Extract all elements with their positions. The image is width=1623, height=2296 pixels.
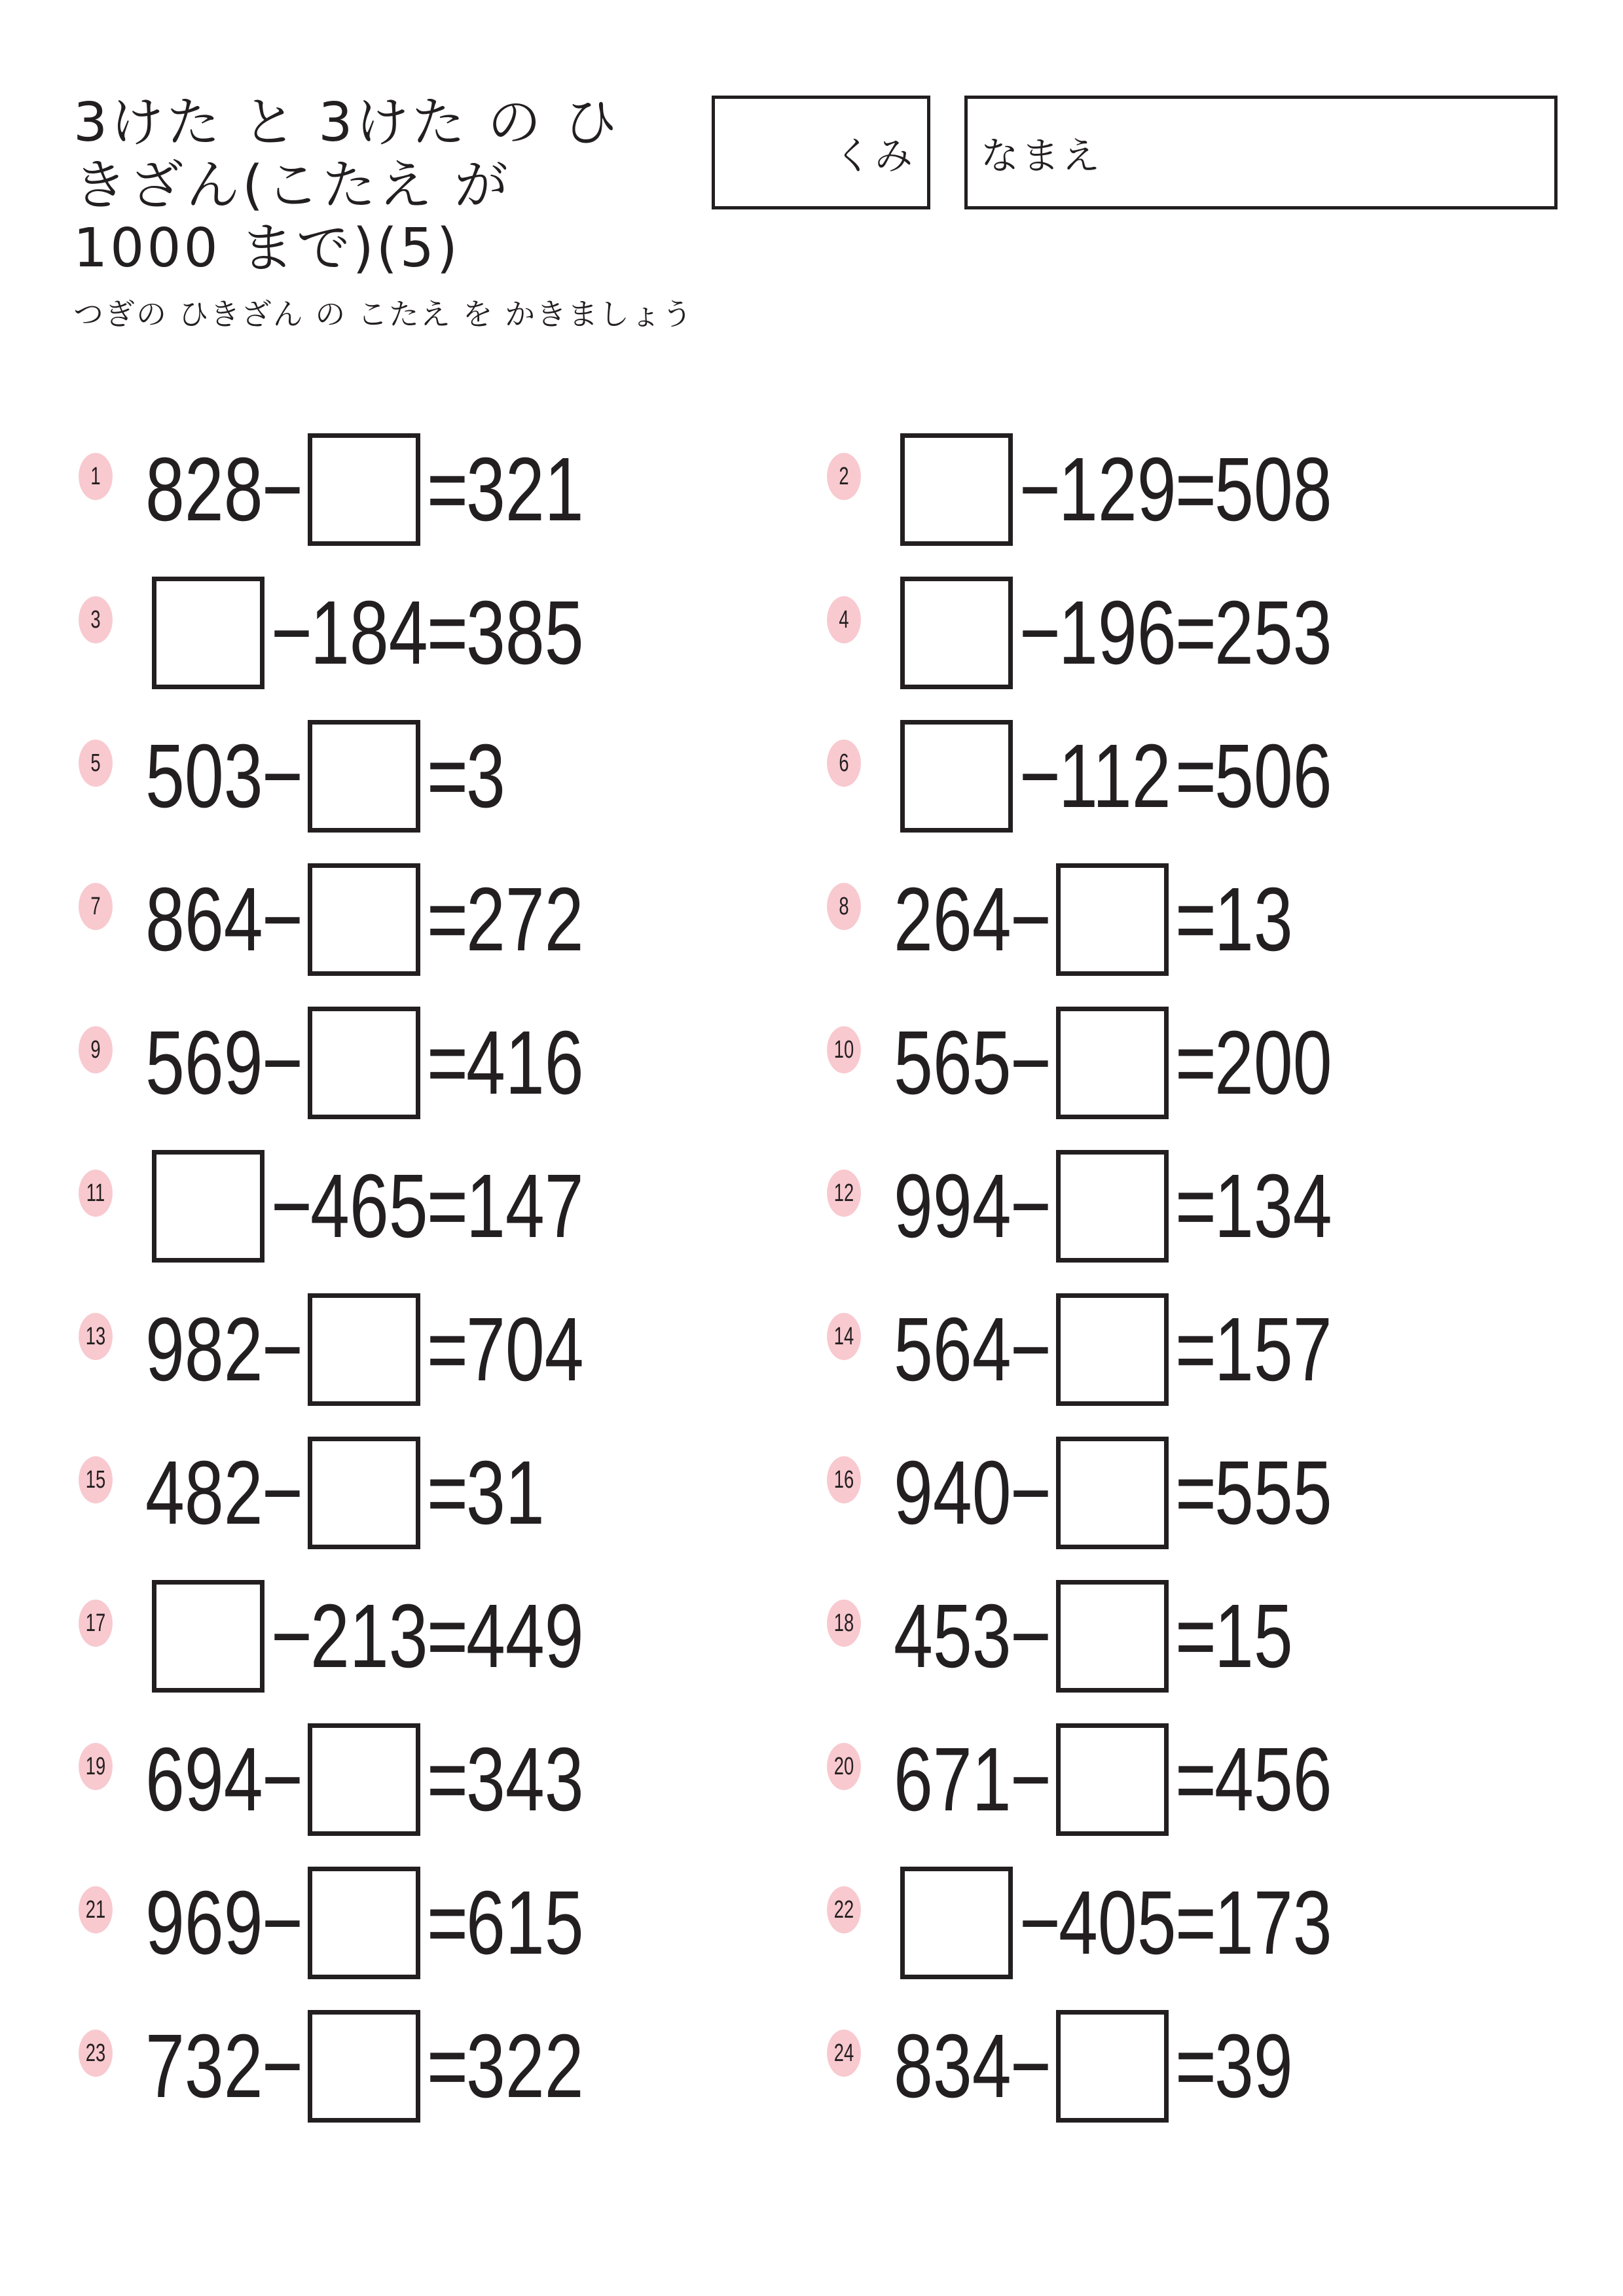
minus-sign: − xyxy=(1010,1729,1051,1830)
minus-sign: − xyxy=(262,2016,303,2117)
answer-box[interactable] xyxy=(308,1867,420,1979)
subtrahend: 129 xyxy=(1059,439,1176,540)
answer-box[interactable] xyxy=(900,1867,1013,1979)
difference: 39 xyxy=(1214,2016,1293,2117)
equals-sign: = xyxy=(427,583,468,683)
answer-box[interactable] xyxy=(900,720,1013,833)
problem-number-badge: 6 xyxy=(827,740,861,787)
difference: 134 xyxy=(1214,1156,1332,1257)
answer-box[interactable] xyxy=(308,1007,420,1119)
problem-number-badge: 19 xyxy=(79,1743,113,1790)
difference: 272 xyxy=(466,869,584,970)
minuend: 969 xyxy=(145,1873,263,1973)
difference: 321 xyxy=(466,439,584,540)
difference: 173 xyxy=(1214,1873,1332,1973)
equals-sign: = xyxy=(427,1013,468,1113)
problem-number-badge: 18 xyxy=(827,1600,861,1647)
instruction-text: つぎの ひきざん の こたえ を かきましょう xyxy=(73,296,694,332)
problem-row xyxy=(85,1719,584,1840)
subtrahend: 405 xyxy=(1059,1873,1176,1973)
minuend: 564 xyxy=(894,1299,1012,1400)
minus-sign: − xyxy=(271,1156,312,1257)
difference: 157 xyxy=(1214,1299,1332,1400)
worksheet-title: 3けた と 3けた の ひきざん(こたえ が 1000 まで)(5) xyxy=(73,92,620,279)
answer-box[interactable] xyxy=(1056,2010,1169,2123)
minus-sign: − xyxy=(262,1873,303,1973)
minus-sign: − xyxy=(262,1299,303,1400)
equals-sign: = xyxy=(427,1873,468,1973)
equals-sign: = xyxy=(1175,2016,1216,2117)
subtrahend: 112 xyxy=(1059,726,1171,827)
answer-box[interactable] xyxy=(900,433,1013,546)
equals-sign: = xyxy=(1175,1729,1216,1830)
problem-number-badge: 2 xyxy=(827,453,861,500)
name-field[interactable] xyxy=(964,96,1558,209)
problem-row xyxy=(839,573,1332,693)
subtrahend: 184 xyxy=(310,583,428,683)
answer-box[interactable] xyxy=(1056,1007,1169,1119)
equals-sign: = xyxy=(1175,726,1216,827)
difference: 31 xyxy=(466,1443,545,1543)
difference: 385 xyxy=(466,583,584,683)
difference: 322 xyxy=(466,2016,584,2117)
minuend: 482 xyxy=(145,1443,263,1543)
difference: 704 xyxy=(466,1299,584,1400)
minuend: 694 xyxy=(145,1729,263,1830)
problem-row xyxy=(90,1003,584,1123)
equals-sign: = xyxy=(1175,1156,1216,1257)
minus-sign: − xyxy=(262,869,303,970)
equals-sign: = xyxy=(427,1156,468,1257)
problem-row xyxy=(833,1146,1332,1266)
difference: 15 xyxy=(1214,1586,1293,1687)
equals-sign: = xyxy=(427,726,468,827)
problem-row xyxy=(839,859,1293,980)
difference: 555 xyxy=(1214,1443,1332,1543)
minus-sign: − xyxy=(1010,1586,1051,1687)
answer-box[interactable] xyxy=(1056,863,1169,976)
minus-sign: − xyxy=(1010,1299,1051,1400)
problem-row xyxy=(833,1003,1332,1123)
minuend: 940 xyxy=(894,1443,1012,1543)
problem-number-badge: 11 xyxy=(79,1170,113,1217)
class-label: くみ xyxy=(833,134,915,178)
answer-box[interactable] xyxy=(308,433,420,546)
equals-sign: = xyxy=(1175,439,1216,540)
problem-row xyxy=(85,1433,545,1553)
problem-number-badge: 17 xyxy=(79,1600,113,1647)
difference: 200 xyxy=(1214,1013,1332,1113)
subtrahend: 465 xyxy=(310,1156,428,1257)
minuend: 828 xyxy=(145,439,263,540)
minus-sign: − xyxy=(271,1586,312,1687)
problem-row xyxy=(833,1863,1332,1983)
problem-row xyxy=(90,859,584,980)
name-label: なまえ xyxy=(981,134,1103,178)
difference: 449 xyxy=(466,1586,584,1687)
answer-box[interactable] xyxy=(152,1580,264,1693)
equals-sign: = xyxy=(427,1443,468,1543)
problem-number-badge: 10 xyxy=(827,1026,861,1073)
problem-number-badge: 1 xyxy=(79,453,113,500)
equals-sign: = xyxy=(427,1586,468,1687)
difference: 615 xyxy=(466,1873,584,1973)
answer-box[interactable] xyxy=(308,1437,420,1549)
problem-row xyxy=(85,1289,584,1410)
problem-row xyxy=(839,716,1332,836)
problem-number-badge: 3 xyxy=(79,596,113,643)
problem-number-badge: 8 xyxy=(827,883,861,930)
equals-sign: = xyxy=(427,439,468,540)
problem-number-badge: 5 xyxy=(79,740,113,787)
minus-sign: − xyxy=(262,1729,303,1830)
equals-sign: = xyxy=(1175,869,1216,970)
difference: 416 xyxy=(466,1013,584,1113)
minus-sign: − xyxy=(271,583,312,683)
equals-sign: = xyxy=(427,1729,468,1830)
minus-sign: − xyxy=(262,726,303,827)
equals-sign: = xyxy=(1175,1013,1216,1113)
minuend: 503 xyxy=(145,726,263,827)
problem-number-badge: 12 xyxy=(827,1170,861,1217)
problem-row xyxy=(85,1863,584,1983)
problem-number-badge: 9 xyxy=(79,1026,113,1073)
answer-box[interactable] xyxy=(152,577,264,689)
equals-sign: = xyxy=(1175,1873,1216,1973)
problem-row xyxy=(833,2006,1293,2126)
problem-number-badge: 22 xyxy=(827,1886,861,1933)
equals-sign: = xyxy=(427,1299,468,1400)
minuend: 864 xyxy=(145,869,263,970)
difference: 506 xyxy=(1214,726,1332,827)
problem-number-badge: 24 xyxy=(827,2030,861,2077)
problem-row xyxy=(833,1433,1332,1553)
problem-number-badge: 4 xyxy=(827,596,861,643)
subtrahend: 196 xyxy=(1059,583,1176,683)
problem-number-badge: 23 xyxy=(79,2030,113,2077)
minus-sign: − xyxy=(1010,1443,1051,1543)
minuend: 732 xyxy=(145,2016,263,2117)
minus-sign: − xyxy=(1010,2016,1051,2117)
problem-number-badge: 15 xyxy=(79,1456,113,1503)
minus-sign: − xyxy=(262,1443,303,1543)
problem-row xyxy=(833,1719,1332,1840)
problem-row xyxy=(90,429,584,550)
problem-row xyxy=(833,1576,1293,1696)
minus-sign: − xyxy=(262,1013,303,1113)
minuend: 569 xyxy=(145,1013,263,1113)
difference: 147 xyxy=(466,1156,584,1257)
problem-row xyxy=(833,1289,1332,1410)
minus-sign: − xyxy=(1010,1013,1051,1113)
minuend: 982 xyxy=(145,1299,263,1400)
minus-sign: − xyxy=(1019,1873,1061,1973)
problem-number-badge: 20 xyxy=(827,1743,861,1790)
problem-number-badge: 21 xyxy=(79,1886,113,1933)
difference: 253 xyxy=(1214,583,1332,683)
minuend: 834 xyxy=(894,2016,1012,2117)
minuend: 565 xyxy=(894,1013,1012,1113)
problem-number-badge: 7 xyxy=(79,883,113,930)
answer-box[interactable] xyxy=(308,720,420,833)
answer-box[interactable] xyxy=(1056,1293,1169,1406)
minus-sign: − xyxy=(1010,869,1051,970)
answer-box[interactable] xyxy=(1056,1580,1169,1693)
equals-sign: = xyxy=(1175,1586,1216,1687)
difference: 508 xyxy=(1214,439,1332,540)
minus-sign: − xyxy=(1019,726,1061,827)
problem-row xyxy=(839,429,1332,550)
answer-box[interactable] xyxy=(308,863,420,976)
minus-sign: − xyxy=(1019,583,1061,683)
problem-row xyxy=(90,716,507,836)
problem-row xyxy=(86,1146,584,1266)
answer-box[interactable] xyxy=(308,1293,420,1406)
difference: 343 xyxy=(466,1729,584,1830)
subtrahend: 213 xyxy=(310,1586,428,1687)
problem-row xyxy=(90,573,584,693)
minuend: 994 xyxy=(894,1156,1012,1257)
minus-sign: − xyxy=(1019,439,1061,540)
equals-sign: = xyxy=(1175,1299,1216,1400)
equals-sign: = xyxy=(1175,1443,1216,1543)
equals-sign: = xyxy=(427,869,468,970)
answer-box[interactable] xyxy=(1056,1723,1169,1836)
difference: 13 xyxy=(1214,869,1293,970)
equals-sign: = xyxy=(427,2016,468,2117)
answer-box[interactable] xyxy=(1056,1150,1169,1263)
difference: 456 xyxy=(1214,1729,1332,1830)
equals-sign: = xyxy=(1175,583,1216,683)
problem-number-badge: 14 xyxy=(827,1313,861,1360)
problem-row xyxy=(85,2006,584,2126)
problem-number-badge: 13 xyxy=(79,1313,113,1360)
answer-box[interactable] xyxy=(900,577,1013,689)
minuend: 671 xyxy=(894,1729,1012,1830)
answer-box[interactable] xyxy=(308,1723,420,1836)
answer-box[interactable] xyxy=(152,1150,264,1263)
problem-number-badge: 16 xyxy=(827,1456,861,1503)
class-field[interactable] xyxy=(712,96,930,209)
minuend: 264 xyxy=(894,869,1012,970)
difference: 3 xyxy=(466,726,505,827)
minuend: 453 xyxy=(894,1586,1012,1687)
answer-box[interactable] xyxy=(1056,1437,1169,1549)
problem-row xyxy=(85,1576,584,1696)
minus-sign: − xyxy=(262,439,303,540)
minus-sign: − xyxy=(1010,1156,1051,1257)
answer-box[interactable] xyxy=(308,2010,420,2123)
